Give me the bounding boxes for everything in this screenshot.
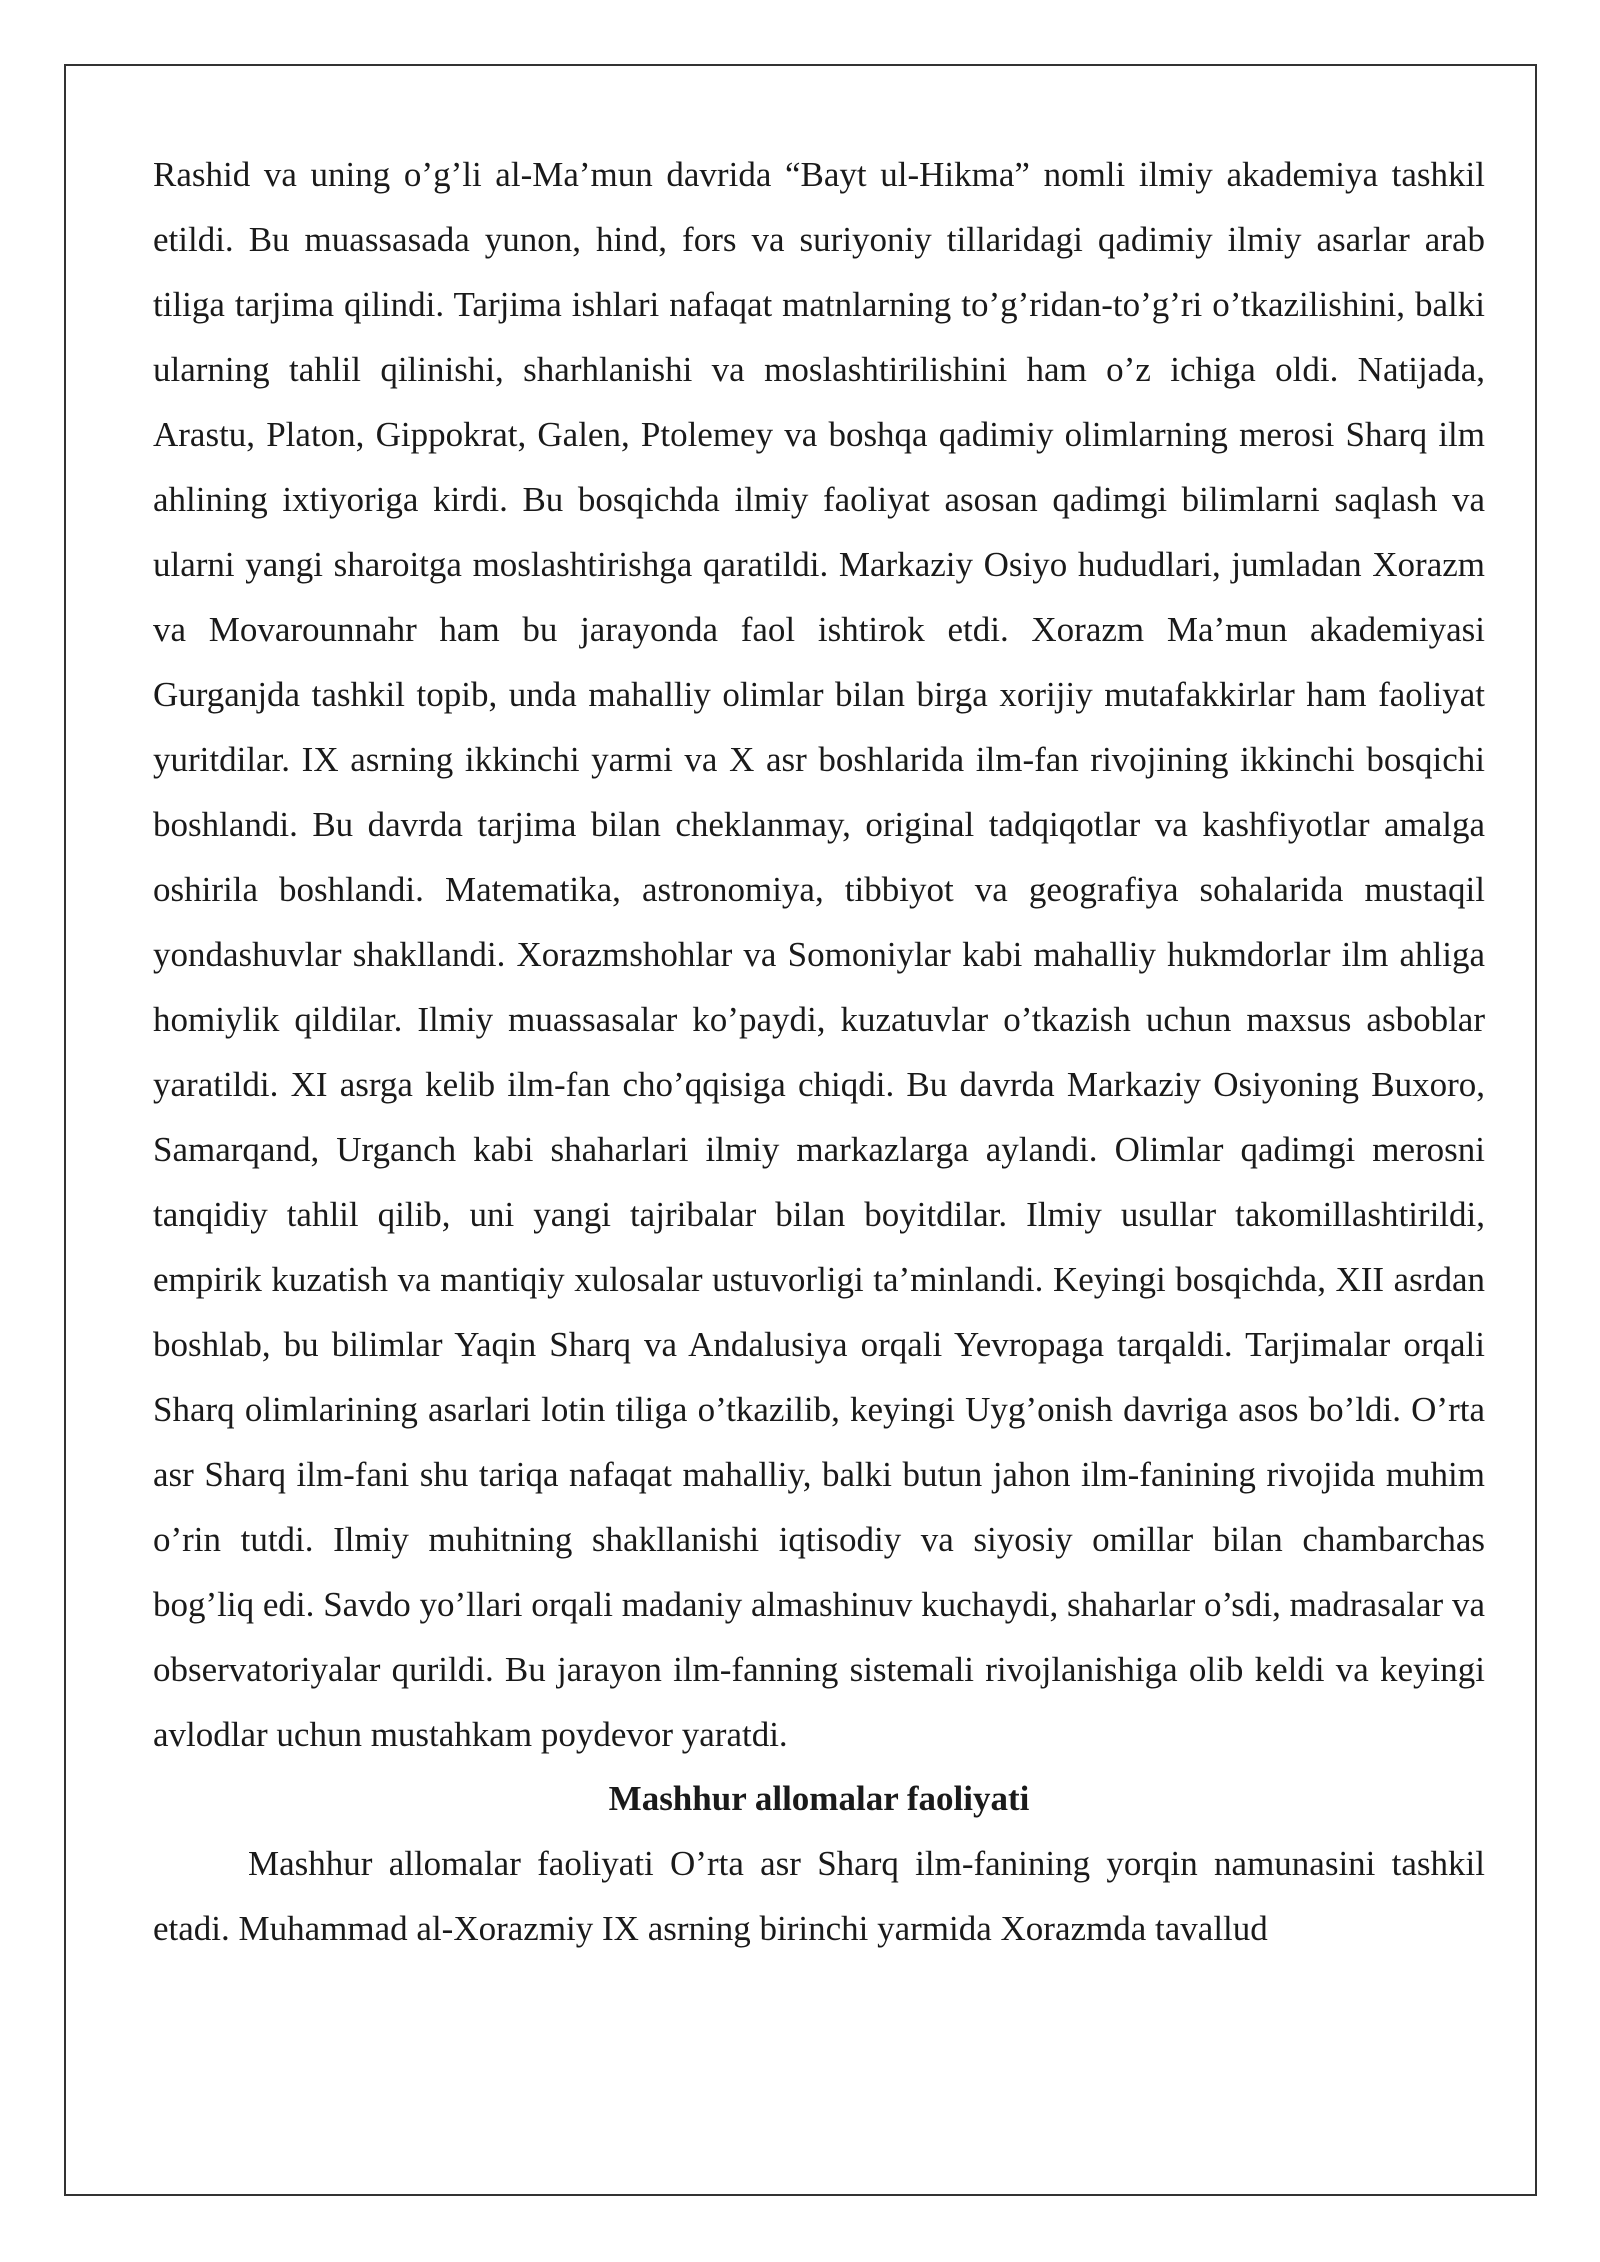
document-body — [153, 142, 1485, 1961]
body-paragraph-continued: Mashhur allomalar faoliyati O’rta asr Sharq ilm-fanining yorqin namunasini tashkil etadi. Muhammad al-Xorazmiy IX asrning birinchi yarmida Xorazmda tavallud — [153, 1844, 1485, 1948]
body-paragraph: Rashid va uning o’g’li al-Ma’mun davrida “Bayt ul-Hikma” nomli ilmiy akademiya tashkil etildi. Bu muassasada yunon, hind, fors va suriyoniy tillaridagi qadimiy ilmiy asarlar arab tiliga tarjima qilindi. Tarjima ishlari nafaqat matnlarning to’g’ridan-to’g’ri o’tkazilishini, balki ularning tahlil qilinishi, sharhlanishi va moslashtirilishini ham o’z ichiga oldi. Natijada, Arastu, Platon, Gippokrat, Galen, Ptolemey va boshqa qadimiy olimlarning merosi Sharq ilm ahlining ixtiyoriga kirdi. Bu bosqichda ilmiy faoliyat asosan qadimgi bilimlarni saqlash va ularni yangi sharoitga moslashtirishga qaratildi. Markaziy Osiyo hududlari, jumladan Xorazm va Movarounnahr ham bu jarayonda faol ishtirok etdi. Xorazm Ma’mun akademiyasi Gurganjda tashkil topib, unda mahalliy olimlar bilan birga xorijiy mutafakkirlar ham faoliyat yuritdilar. IX asrning ikkinchi yarmi va X asr boshlarida ilm-fan rivojining ikkinchi bosqichi boshlandi. Bu davrda tarjima bilan cheklanmay, original tadqiqotlar va kashfiyotlar amalga oshirila boshlandi. Matematika, astronomiya, tibbiyot va geografiya sohalarida mustaqil yondashuvlar shakllandi. Xorazmshohlar va Somoniylar kabi mahalliy hukmdorlar ilm ahliga homiylik qildilar. Ilmiy muassasalar ko’paydi, kuzatuvlar o’tkazish uchun maxsus asboblar yaratildi. XI asrga kelib ilm-fan cho’qqisiga chiqdi. Bu davrda Markaziy Osiyoning Buxoro, Samarqand, Urganch kabi shaharlari ilmiy markazlarga aylandi. Olimlar qadimgi merosni tanqidiy tahlil qilib, uni yangi tajribalar bilan boyitdilar. Ilmiy usullar takomillashtirildi, empirik kuzatish va mantiqiy xulosalar ustuvorligi ta’minlandi. Keyingi bosqichda, XII asrdan boshlab, bu bilimlar Yaqin Sharq va Andalusiya orqali Yevropaga tarqaldi. Tarjimalar orqali Sharq olimlarining asarlari lotin tiliga o’tkazilib, keyingi Uyg’onish davriga asos bo’ldi. O’rta asr Sharq ilm-fani shu tariqa nafaqat mahalliy, balki butun jahon ilm-fanining rivojida muhim o’rin tutdi. Ilmiy muhitning shakllanishi iqtisodiy va siyosiy omillar bilan chambarchas bog’liq edi. Savdo yo’llari orqali madaniy almashinuv kuchaydi, shaharlar o’sdi, madrasalar va observatoriyalar qurildi. Bu jarayon ilm-fanning sistemali rivojlanishiga olib keldi va keyingi avlodlar uchun mustahkam poydevor yaratdi. — [153, 155, 1485, 1754]
section-heading: Mashhur allomalar faoliyati — [608, 1779, 1030, 1818]
